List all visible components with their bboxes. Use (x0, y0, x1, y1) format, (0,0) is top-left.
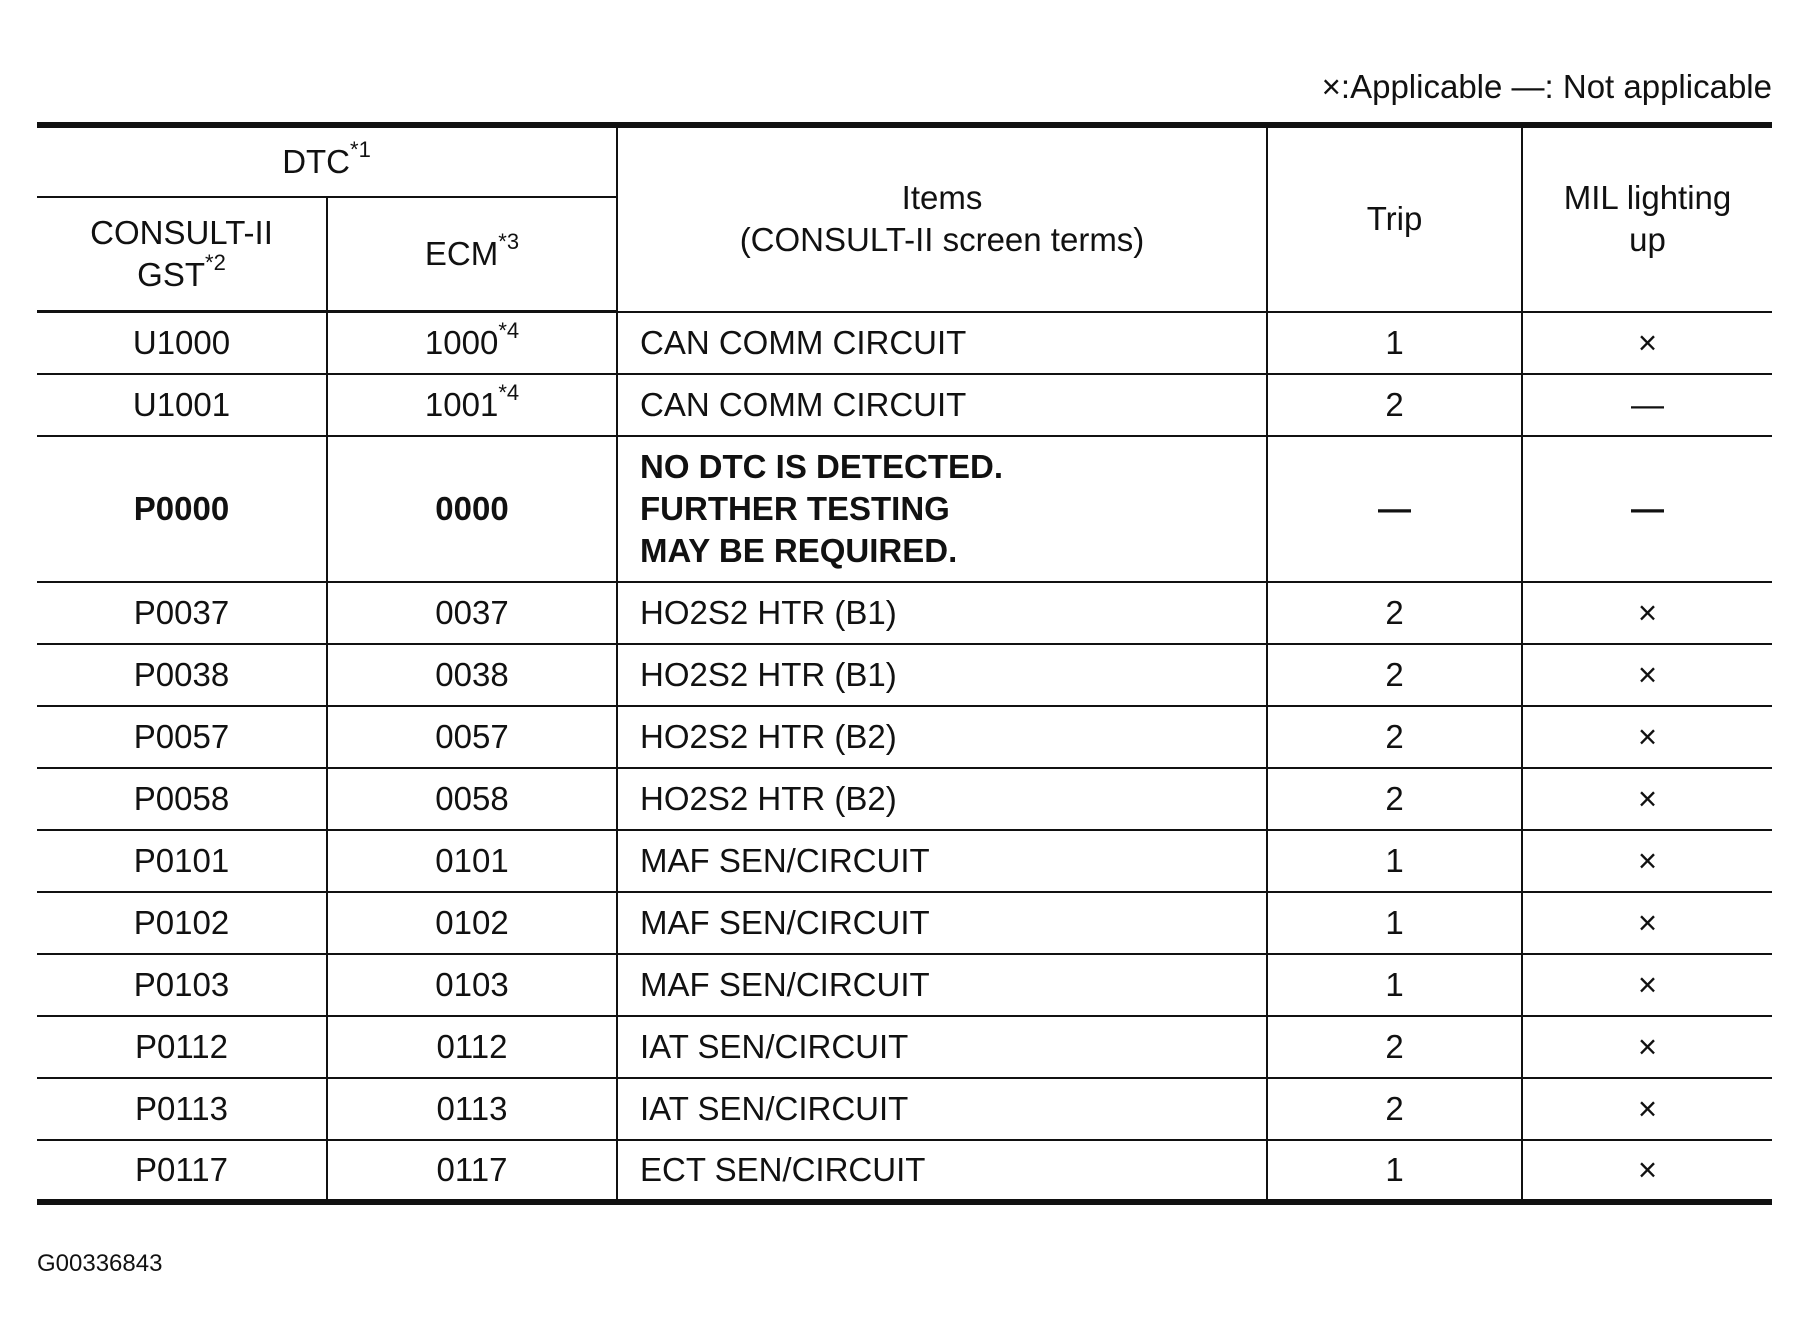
items-line: MAF SEN/CIRCUIT (640, 903, 930, 941)
table-row (37, 892, 1772, 954)
trip-cell: 2 (1267, 1016, 1522, 1078)
items-line: MAF SEN/CIRCUIT (640, 965, 930, 1003)
table-row (37, 1078, 1772, 1140)
table-row (37, 436, 1772, 582)
items-cell (617, 1016, 1267, 1078)
ecm-cell: 0112 (327, 1016, 617, 1078)
items-line: IAT SEN/CIRCUIT (640, 1089, 909, 1127)
ecm-header-superscript: *3 (498, 229, 520, 254)
items-line: IAT SEN/CIRCUIT (640, 1027, 909, 1065)
table-row (37, 768, 1772, 830)
items-line: CAN COMM CIRCUIT (640, 385, 967, 423)
ecm-header: ECM$^{*3}$ (327, 197, 617, 312)
items-header-line1: Items (901, 179, 983, 217)
consult-gst-cell: P0117 (37, 1140, 327, 1202)
consult-gst-cell: P0037 (37, 582, 327, 644)
items-line: FURTHER TESTING (640, 489, 950, 527)
items-line: NO DTC IS DETECTED. (640, 447, 1004, 485)
mil-cell: × (1522, 706, 1772, 768)
table-row (37, 644, 1772, 706)
ecm-superscript: *4 (498, 317, 520, 343)
dtc-header-superscript: *1 (350, 137, 371, 162)
mil-cell: × (1522, 830, 1772, 892)
trip-cell: 2 (1267, 1078, 1522, 1140)
mil-header-line1: MIL lighting (1563, 179, 1732, 217)
ecm-superscript: *4 (498, 379, 520, 405)
trip-cell: 1 (1267, 892, 1522, 954)
consult-gst-cell: P0103 (37, 954, 327, 1016)
trip-cell: 2 (1267, 644, 1522, 706)
trip-header: Trip (1267, 125, 1522, 312)
ecm-cell: 1000$^{*4}$ (327, 312, 617, 374)
figure-id: G00336843 (37, 1250, 163, 1277)
items-line: HO2S2 HTR (B2) (640, 779, 897, 817)
dtc-table-body (37, 312, 1772, 1202)
ecm-cell: 0037 (327, 582, 617, 644)
items-cell (617, 1140, 1267, 1202)
trip-cell: 2 (1267, 582, 1522, 644)
items-line: MAF SEN/CIRCUIT (640, 841, 930, 879)
mil-cell: × (1522, 768, 1772, 830)
trip-cell: 1 (1267, 312, 1522, 374)
items-line: HO2S2 HTR (B1) (640, 655, 897, 693)
mil-header-line2: up (1629, 221, 1666, 259)
items-cell (617, 312, 1267, 374)
ecm-cell: 0038 (327, 644, 617, 706)
table-row (37, 312, 1772, 374)
ecm-cell: 0117 (327, 1140, 617, 1202)
ecm-cell: 0103 (327, 954, 617, 1016)
consult-gst-cell: P0057 (37, 706, 327, 768)
consult-gst-cell: P0113 (37, 1078, 327, 1140)
ecm-cell: 1001$^{*4}$ (327, 374, 617, 436)
ecm-cell: 0058 (327, 768, 617, 830)
mil-cell: × (1522, 1016, 1772, 1078)
dtc-table (37, 122, 1772, 1205)
consult-header-line2: GST$^{*2}$ (137, 250, 226, 293)
items-cell (617, 644, 1267, 706)
table-row (37, 1016, 1772, 1078)
items-cell (617, 1078, 1267, 1140)
mil-cell: × (1522, 644, 1772, 706)
items-cell (617, 706, 1267, 768)
ecm-cell: 0101 (327, 830, 617, 892)
ecm-cell: 0057 (327, 706, 617, 768)
items-cell (617, 768, 1267, 830)
table-row (37, 1140, 1772, 1202)
mil-cell: × (1522, 1140, 1772, 1202)
table-row (37, 706, 1772, 768)
consult-gst-cell: P0058 (37, 768, 327, 830)
consult-header-line1: CONSULT-II (90, 214, 273, 251)
items-line: HO2S2 HTR (B2) (640, 717, 897, 755)
consult-gst-cell: U1001 (37, 374, 327, 436)
trip-cell: — (1267, 436, 1522, 582)
applicability-legend: ×:Applicable —: Not applicable (1321, 68, 1772, 105)
mil-header (1522, 125, 1772, 312)
consult-gst-cell: U1000 (37, 312, 327, 374)
items-cell (617, 892, 1267, 954)
items-header-line2: (CONSULT-II screen terms) (739, 221, 1145, 259)
items-line: ECT SEN/CIRCUIT (640, 1150, 926, 1188)
table-row (37, 374, 1772, 436)
trip-cell: 1 (1267, 1140, 1522, 1202)
table-row (37, 830, 1772, 892)
items-line: HO2S2 HTR (B1) (640, 593, 897, 631)
ecm-cell: 0000 (327, 436, 617, 582)
items-cell (617, 582, 1267, 644)
mil-cell: × (1522, 892, 1772, 954)
mil-cell: × (1522, 582, 1772, 644)
ecm-cell: 0102 (327, 892, 617, 954)
mil-cell: × (1522, 954, 1772, 1016)
trip-cell: 1 (1267, 954, 1522, 1016)
items-line: MAY BE REQUIRED. (640, 531, 958, 569)
ecm-cell: 0113 (327, 1078, 617, 1140)
items-cell (617, 374, 1267, 436)
trip-cell: 2 (1267, 768, 1522, 830)
consult-gst-cell: P0038 (37, 644, 327, 706)
mil-cell: — (1522, 374, 1772, 436)
dtc-header: DTC$^{*1}$ (37, 125, 617, 197)
mil-cell: × (1522, 1078, 1772, 1140)
items-cell (617, 436, 1267, 582)
trip-cell: 1 (1267, 830, 1522, 892)
items-cell (617, 830, 1267, 892)
mil-cell: — (1522, 436, 1772, 582)
table-row (37, 582, 1772, 644)
table-row (37, 954, 1772, 1016)
trip-cell: 2 (1267, 374, 1522, 436)
consult-gst-cell: P0000 (37, 436, 327, 582)
trip-cell: 2 (1267, 706, 1522, 768)
consult-gst-cell: P0112 (37, 1016, 327, 1078)
items-cell (617, 954, 1267, 1016)
consult-gst-cell: P0102 (37, 892, 327, 954)
items-header (617, 125, 1267, 312)
consult-header-superscript: *2 (205, 250, 226, 275)
items-line: CAN COMM CIRCUIT (640, 323, 967, 361)
mil-cell: × (1522, 312, 1772, 374)
consult-gst-header (37, 197, 327, 312)
consult-gst-cell: P0101 (37, 830, 327, 892)
